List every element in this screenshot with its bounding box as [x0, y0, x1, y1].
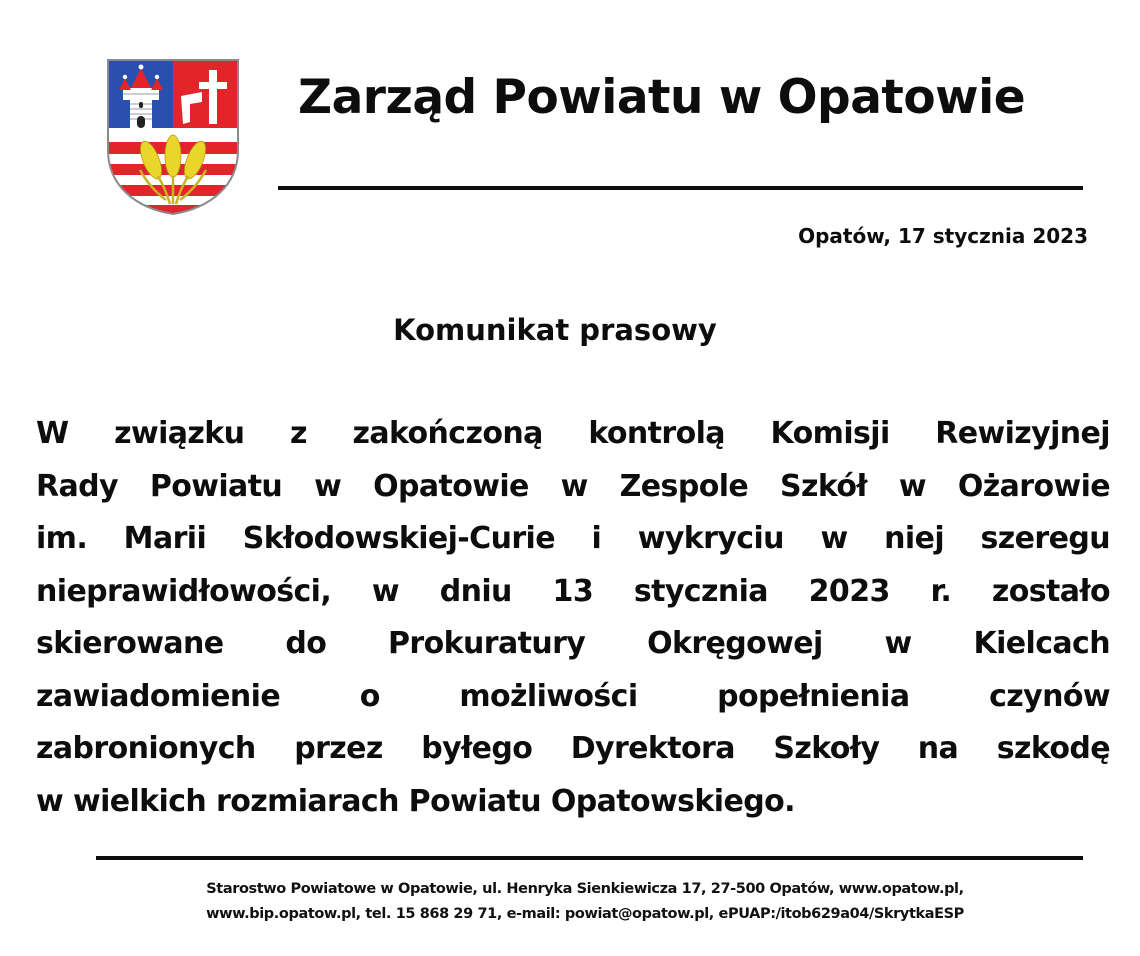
body-line: nieprawidłowości, w dniu 13 stycznia 2023 r. zostało	[36, 573, 1110, 609]
footer-contact-line: www.bip.opatow.pl, tel. 15 868 29 71, e-mail: powiat@opatow.pl, ePUAP:/itob629a04/SkrytkaESP	[206, 906, 964, 922]
footer-address-line: Starostwo Powiatowe w Opatowie, ul. Henryka Sienkiewicza 17, 27-500 Opatów, www.opatow.pl,	[206, 881, 964, 897]
body-line: Rady Powiatu w Opatowie w Zespole Szkół w Ożarowie	[36, 468, 1110, 504]
footer-divider	[96, 856, 1083, 860]
document-date: Opatów, 17 stycznia 2023	[798, 224, 1088, 248]
body-line: w wielkich rozmiarach Powiatu Opatowskiego.	[36, 783, 795, 819]
body-line: skierowane do Prokuratury Okręgowej w Kielcach	[36, 626, 1110, 661]
body-line: zabronionych przez byłego Dyrektora Szkoły na szkodę	[36, 731, 1110, 766]
header-divider	[278, 186, 1083, 190]
coat-of-arms-icon	[106, 58, 240, 216]
document-heading: Komunikat prasowy	[393, 313, 717, 347]
body-line: zawiadomienie o możliwości popełnienia czynów	[36, 678, 1110, 714]
organization-title: Zarząd Powiatu w Opatowie	[298, 70, 1026, 125]
body-line: im. Marii Skłodowskiej-Curie i wykryciu w niej szeregu	[36, 521, 1110, 556]
body-line: W związku z zakończoną kontrolą Komisji Rewizyjnej	[36, 416, 1110, 451]
press-release-body	[36, 408, 1110, 828]
footer-contact	[0, 877, 1140, 927]
